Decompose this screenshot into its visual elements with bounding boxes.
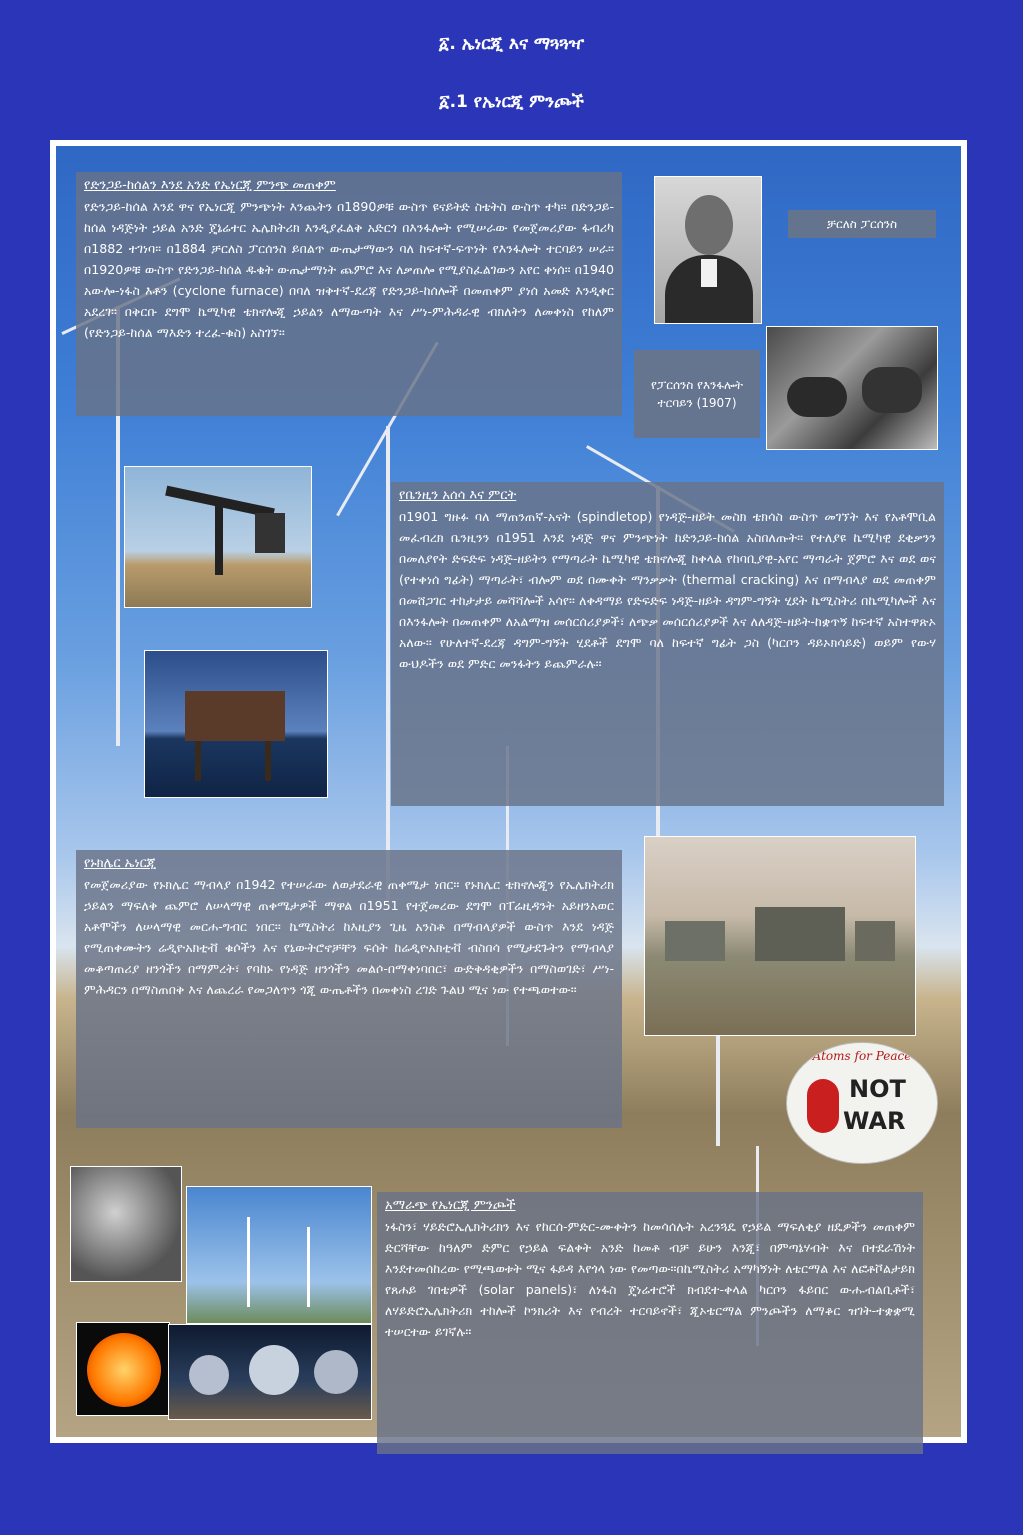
atoms-for-peace-badge (786, 1042, 938, 1164)
petroleum-title: የቤንዚን አሰሳ እና ምርት (399, 488, 517, 503)
parsons-caption: ቻርለስ ፓርሰንስ (788, 210, 936, 238)
badge-line2: WAR (843, 1107, 906, 1135)
page-subheading: ፩.1 የኤነርጂ ምንጮች (439, 92, 584, 112)
nuclear-plant-photo (644, 836, 916, 1036)
turbine-caption: የፓርሰንስ የእንፋሎት ተርባይን (1907) (634, 350, 760, 438)
bomb-icon (807, 1079, 839, 1133)
wind-turbines-photo (186, 1186, 372, 1324)
solar-dishes-photo (168, 1324, 372, 1420)
turbine-icon (386, 426, 390, 906)
page-heading: ፩. ኤነርጂ እና ማጓጓዣ (438, 34, 585, 54)
sun-photo (76, 1322, 170, 1416)
alternative-panel (377, 1192, 923, 1454)
steam-turbine-photo (766, 326, 938, 450)
nuclear-body: የመጀመሪያው የኑክሌር ማብላያ በ1942 የተሠራው ለወታደራዊ ጠቀሜታ ነበር፡፡ የኑክሌር ቴክኖሎጂን የኤሌክትሪክ ኃይልን ማፍለቅ ጨምሮ ለሠላማዊ ጠቀሜታዎች ማዋል በ1951 የተጀመረው ደግሞ በፐሬዚዳንት አይዘንአወር አቶሞችን ለሠላማዊ መርሐ-ግብር ነበር፡፡ ኬሚስትሪ ከእዚያን ጊዜ አንስቶ በማብላያዎች ውስጥ እንደ ነዳጅ የሚጠቀሙትን ሬዲዮአክቲቭ ቁሶችን እና የኒውትሮኖቻቸን ፍሰት ከሬዲዮአክቲቭ ብስበሳ የሚታደጉትን የማብላያ መቆጣጠሪያ ዘንጎችን በማምረት፣ የባከኑ የነዳጅ ዘንጎችን መልሶ-በማቀነባበር፣ ውድቅዳቂዎችን በማስወገድ፣ ሥነ-ምሕዳርን በማስጠበቅ እና ለጨረራ የመጋለጥን ጎጂ ውጤቶችን በመቀነስ ረገድ ጉልህ ሚና ነው የተጫወተው፡፡ (84, 877, 614, 997)
badge-top-text: Atoms for Peace (812, 1049, 912, 1063)
petroleum-body: በ1901 ግዙፉ ባለ ማጠንጠኛ-አናት (spindletop) የነዳጅ-ዘይት መስክ ቴክሳስ ውስጥ መገኘት እና የአቶሞቢል መፈብረክ ቤንዚንን በ1951 እንደ ነዳጅ ዋና ምንጭነት ከድንጋይ-ከሰል አስበለጡት፡፡ የተለያዩ ኬሚካዊ ደቂቃንን በመለያየት ድፍድፍ ነዳጅ-ዘይትን የማጣራት ኬሚካዊ ቴክኖሎጂ ከቀላል የከባቢያዊ-አየር ማጣራት ጀምሮ እና ወደ ወና (የተቀነሰ ግፊት) ማጣራት፣ ብሎም ወደ በሙቀት ማንቃቃት (thermal cracking) እና በማብላያ ወደ መጠቀም በመሸጋገር ተከታታይ መሻሻሎች አሳየ፡፡ ለቀዳማይ የድፍድፍ ነዳጅ-ዘይት ዳግም-ግኝት ሂደት ኬሚስትሪ በኬሚካሎች እና በእንፋሎት በመጠቀም ለአልማዝ መሰርሰሪያዎች፣ ለጭቃ መሰርሰሪያዎች እና ለለዳጅ-ዘይት-ከቋጥኝ ከፍተኛ አስተዋጽኦ አለው፡፡ የሁለተኛ-ደረጃ ዳግም-ግኝት ሂደቶች ደግሞ ባለ ከፍተኛ ግፊት ጋስ (ካርቦን ዳይኦክሳይድ) ወይም የውሃ ውህዶችን ወደ ምድር መንፋትን ይጨምራሉ፡፡ (399, 509, 936, 671)
alternative-body: ነፋስን፣ ሃይድሮኤሌክትሪክን እና የከርሰ-ምድር-ሙቀትን ከመሳሰሉት አረንጓዴ የኃይል ማፍለቂያ ዘዴዎችን መጠቀም ድርሻቸው ከዓለም ድምር የኃይል ፍልቀት አንድ ከመቶ ብቻ ይሁን እንጂ፣ በምጣኔሃብት እና በተደራሽነት እንደተመሰከረው የሚጫወቱት ሚና ፋይዳ እየጎላ ነው የመጣው፡፡በኬሚስትሪ አማካኝነት ለቴርማል እና ለፎቶቮልታይክ የጸሐይ ገበቴዎች (solar panels)፣ ለነፋስ ጄነሬተሮች ክብደተ-ቀላል ካርቦን ፋይበር ውሑብልቢቶች፣ ለሃይድሮኤሌክትሪክ ተከሎች ኮንክሪት እና የብረት ተርባይኖች፣ ጂኦቴርማል ምንጮችን ለማቆር ዝገት-ተቋቋሚ ተሠርተው ይገኛሉ፡፡ (385, 1219, 915, 1339)
parsons-portrait (654, 176, 762, 324)
badge-line1: NOT (849, 1075, 906, 1103)
petroleum-panel (391, 482, 944, 806)
oil-pump-photo (124, 466, 312, 608)
nuclear-panel (76, 850, 622, 1128)
oil-platform-photo (144, 650, 328, 798)
coal-body: የድንጋይ-ከሰል እንደ ዋና የኤነርጂ ምንጭነት እንጨትን በ1890ዎቹ ውስጥ ዩናይትድ ስቴትስ ውስጥ ተካ፡፡ በድንጋይ-ከሰል ነዳጅነት ኃይል አንድ ጄኔሬተር ኤሌክትሪክ እንዲያፈልቅ አድርጎ በእንፋሎት የሚሠራው የመጀመሪያው ፋብሪካ በ1882 ተገነባ፡፡ በ1884 ቻርለስ ፓርሰንስ ይበልጥ ውጤታማውን ባለ ከፍተኛ-ፍጥነት የእንፋሎት ተርባይን ሠራ፡፡ በ1920ዎቹ ውስጥ የድንጋይ-ከሰል ዱቄት ውጤታማነት ጨምሮ እና ለቃጠሎ የሚያስፈልገውን አየር ቀነሰ፡፡ በ1940 አውሎ-ነፋስ እቶን (cyclone furnace) በባለ ዝቅተኛ-ደረጃ የድንጋይ-ከሰሎች በመጠቀም ያነሰ አመድ እንዲቀር አደረገ፡፡ በቅርቡ ደግሞ ኬሚካዊ ቴክኖሎጂ ኃይልን ለማውጣት እና ሥነ-ምሕዳራዊ ብክለትን ለመቀነስ የከለም (የድንጋይ-ከሰል ማእድን ተረፈ-ቁስ) አስገኘ፡፡ (84, 199, 614, 340)
solar-field-photo (70, 1166, 182, 1282)
coal-panel (76, 172, 622, 416)
coal-title: የድንጋይ-ከሰልን እንደ አንድ የኤነርጂ ምንጭ መጠቀም (84, 178, 336, 193)
nuclear-title: የኑክሌር ኤነርጂ (84, 856, 157, 871)
alternative-title: አማራጭ የኤነርጂ ምንጮች (385, 1198, 516, 1213)
